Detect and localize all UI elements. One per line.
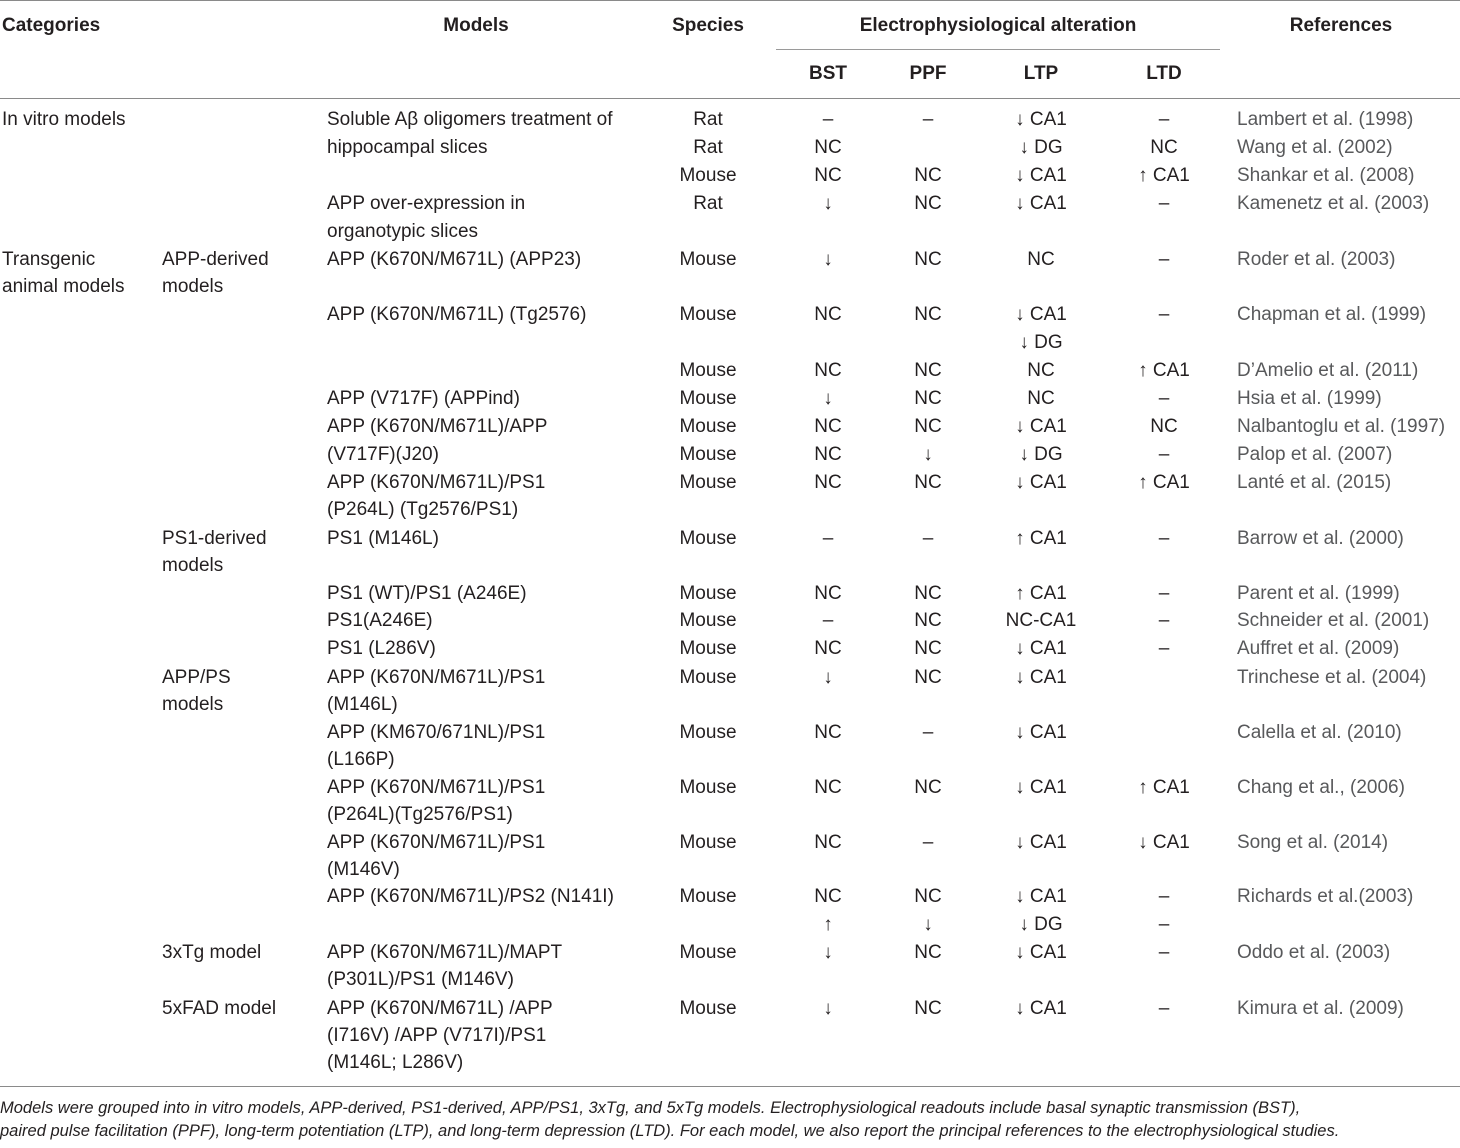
species-value: Rat xyxy=(693,193,723,214)
bst-value: NC xyxy=(814,777,842,798)
ppf-value: NC xyxy=(914,998,942,1019)
species-value: Mouse xyxy=(679,722,737,743)
footnote-line: Models were grouped into in vitro models, APP-derived, PS1-derived, APP/PS1, 3xTg, and 5xTg models. Electrophysiological readouts include basal synaptic transmission (BST), xyxy=(0,1099,1301,1117)
ltp-value: NC xyxy=(1027,388,1055,409)
ltd-value: – xyxy=(1158,583,1170,604)
reference: Parent et al. (1999) xyxy=(1237,583,1400,604)
ltp-value: ↓ CA1 xyxy=(1015,722,1067,743)
model-name: (P264L)(Tg2576/PS1) xyxy=(327,804,513,825)
ppf-value: NC xyxy=(914,304,942,325)
ltd-value: – xyxy=(1158,886,1170,907)
species-value: Mouse xyxy=(679,249,737,270)
ltp-value: ↓ CA1 xyxy=(1015,667,1067,688)
model-name: APP (K670N/M671L)/PS1 xyxy=(327,832,546,853)
reference: Auffret et al. (2009) xyxy=(1237,638,1400,659)
ppf-value: NC xyxy=(914,165,942,186)
ltd-value: NC xyxy=(1150,137,1178,158)
ltd-value: – xyxy=(1158,610,1170,631)
header-models: Models xyxy=(443,15,509,36)
ltd-value: ↓ CA1 xyxy=(1138,832,1190,853)
model-name: APP (K670N/M671L)/MAPT xyxy=(327,942,563,963)
reference: Barrow et al. (2000) xyxy=(1237,528,1404,549)
model-name: APP (K670N/M671L)/PS2 (N141I) xyxy=(327,886,614,907)
ltd-value: – xyxy=(1158,638,1170,659)
category-transgenic: Transgenic xyxy=(2,249,96,270)
ltd-value: – xyxy=(1158,942,1170,963)
ltp-value: ↓ CA1 xyxy=(1015,304,1067,325)
header-categories: Categories xyxy=(2,15,101,36)
header-ltp: LTP xyxy=(1023,63,1059,84)
species-value: Mouse xyxy=(679,528,737,549)
bst-value: ↑ xyxy=(823,914,833,935)
ppf-value: – xyxy=(922,722,934,743)
category-transgenic: animal models xyxy=(2,276,125,297)
bst-value: NC xyxy=(814,472,842,493)
ppf-value: – xyxy=(922,832,934,853)
subcategory-label: 3xTg model xyxy=(162,942,262,963)
bst-value: ↓ xyxy=(823,193,833,214)
species-value: Mouse xyxy=(679,638,737,659)
species-value: Mouse xyxy=(679,832,737,853)
model-name: APP (KM670/671NL)/PS1 xyxy=(327,722,546,743)
reference: D’Amelio et al. (2011) xyxy=(1237,360,1419,381)
subcategory-label: models xyxy=(162,694,224,715)
reference: Hsia et al. (1999) xyxy=(1237,388,1382,409)
species-value: Mouse xyxy=(679,388,737,409)
model-name: APP over-expression in xyxy=(327,193,526,214)
model-name: (L166P) xyxy=(327,749,395,770)
bst-value: NC xyxy=(814,722,842,743)
subcategory-label: models xyxy=(162,555,224,576)
bst-value: ↓ xyxy=(823,388,833,409)
species-value: Mouse xyxy=(679,777,737,798)
footnote-line: paired pulse facilitation (PPF), long-term potentiation (LTP), and long-term depression (LTD). For each model, we also report the principal references to the electrophysiological studies. xyxy=(0,1122,1340,1140)
model-name: (P264L) (Tg2576/PS1) xyxy=(327,499,519,520)
ltd-value: NC xyxy=(1150,416,1178,437)
bst-value: NC xyxy=(814,832,842,853)
species-value: Mouse xyxy=(679,416,737,437)
model-name: APP (K670N/M671L)/PS1 xyxy=(327,777,546,798)
ltd-value: ↑ CA1 xyxy=(1138,777,1190,798)
header-ppf: PPF xyxy=(909,63,947,84)
reference: Calella et al. (2010) xyxy=(1237,722,1402,743)
ltp-value: ↓ DG xyxy=(1019,444,1063,465)
ppf-value: NC xyxy=(914,360,942,381)
ltp-value: NC xyxy=(1027,249,1055,270)
ltp-value: ↓ CA1 xyxy=(1015,886,1067,907)
ltp-value: ↓ CA1 xyxy=(1015,942,1067,963)
ltp-value: ↑ CA1 xyxy=(1015,583,1067,604)
ltd-value: – xyxy=(1158,528,1170,549)
table-bottom-rule xyxy=(0,1086,1460,1087)
bst-value: – xyxy=(822,528,834,549)
species-value: Mouse xyxy=(679,304,737,325)
bst-value: ↓ xyxy=(823,942,833,963)
reference: Kamenetz et al. (2003) xyxy=(1237,193,1430,214)
model-name: APP (K670N/M671L) /APP xyxy=(327,998,553,1019)
bst-value: ↓ xyxy=(823,667,833,688)
reference: Roder et al. (2003) xyxy=(1237,249,1396,270)
bst-value: NC xyxy=(814,886,842,907)
reference: Song et al. (2014) xyxy=(1237,832,1389,853)
ltd-value: ↑ CA1 xyxy=(1138,472,1190,493)
species-value: Mouse xyxy=(679,360,737,381)
ppf-value: NC xyxy=(914,388,942,409)
model-name: PS1 (L286V) xyxy=(327,638,436,659)
model-name: APP (K670N/M671L) (Tg2576) xyxy=(327,304,587,325)
ppf-value: ↓ xyxy=(923,914,933,935)
ltp-value: ↓ CA1 xyxy=(1015,416,1067,437)
ltd-value: – xyxy=(1158,304,1170,325)
header-species: Species xyxy=(672,15,744,36)
ppf-value: NC xyxy=(914,667,942,688)
model-name: hippocampal slices xyxy=(327,137,488,158)
ltp-value: ↓ DG xyxy=(1019,914,1063,935)
reference: Richards et al.(2003) xyxy=(1237,886,1414,907)
species-value: Mouse xyxy=(679,942,737,963)
bst-value: – xyxy=(822,109,834,130)
model-name: (M146V) xyxy=(327,859,400,880)
ltd-value: ↑ CA1 xyxy=(1138,165,1190,186)
species-value: Mouse xyxy=(679,165,737,186)
reference: Wang et al. (2002) xyxy=(1237,137,1393,158)
model-name: APP (V717F) (APPind) xyxy=(327,388,520,409)
category-in-vitro: In vitro models xyxy=(2,109,126,130)
ltp-value: ↓ DG xyxy=(1019,137,1063,158)
subcategory-label: 5xFAD model xyxy=(162,998,277,1019)
bst-value: NC xyxy=(814,137,842,158)
bst-value: NC xyxy=(814,583,842,604)
model-name: APP (K670N/M671L) (APP23) xyxy=(327,249,582,270)
ppf-value: NC xyxy=(914,638,942,659)
bst-value: ↓ xyxy=(823,249,833,270)
ppf-value: NC xyxy=(914,942,942,963)
bst-value: NC xyxy=(814,638,842,659)
ltp-value: ↓ DG xyxy=(1019,332,1063,353)
ppf-value: – xyxy=(922,528,934,549)
ppf-value: NC xyxy=(914,610,942,631)
header-ltd: LTD xyxy=(1146,63,1182,84)
ltp-value: NC xyxy=(1027,360,1055,381)
bst-value: NC xyxy=(814,416,842,437)
header-electro: Electrophysiological alteration xyxy=(859,15,1137,36)
ltp-value: ↓ CA1 xyxy=(1015,472,1067,493)
ppf-value: NC xyxy=(914,886,942,907)
species-value: Mouse xyxy=(679,472,737,493)
species-value: Mouse xyxy=(679,667,737,688)
ltp-value: ↑ CA1 xyxy=(1015,528,1067,549)
reference: Lanté et al. (2015) xyxy=(1237,472,1392,493)
model-name: PS1 (WT)/PS1 (A246E) xyxy=(327,583,527,604)
ltp-value: ↓ CA1 xyxy=(1015,165,1067,186)
ltd-value: – xyxy=(1158,388,1170,409)
bst-value: NC xyxy=(814,165,842,186)
species-value: Mouse xyxy=(679,444,737,465)
species-value: Mouse xyxy=(679,583,737,604)
ppf-value: NC xyxy=(914,583,942,604)
species-value: Rat xyxy=(693,109,723,130)
reference: Lambert et al. (1998) xyxy=(1237,109,1414,130)
bst-value: NC xyxy=(814,360,842,381)
table-footnote xyxy=(0,1097,1460,1143)
ltd-value: – xyxy=(1158,998,1170,1019)
model-name: (I716V) /APP (V717I)/PS1 xyxy=(327,1025,547,1046)
model-name: (V717F)(J20) xyxy=(327,444,439,465)
model-name: PS1 (M146L) xyxy=(327,528,439,549)
ltp-value: ↓ CA1 xyxy=(1015,998,1067,1019)
reference: Palop et al. (2007) xyxy=(1237,444,1393,465)
ltp-value: ↓ CA1 xyxy=(1015,777,1067,798)
species-value: Mouse xyxy=(679,886,737,907)
subcategory-label: APP/PS xyxy=(162,667,231,688)
model-name: Soluble Aβ oligomers treatment of xyxy=(327,109,613,130)
ltp-value: ↓ CA1 xyxy=(1015,832,1067,853)
model-name: PS1(A246E) xyxy=(327,610,433,631)
ppf-value: NC xyxy=(914,416,942,437)
bst-value: – xyxy=(822,610,834,631)
ppf-value: ↓ xyxy=(923,444,933,465)
ltd-value: – xyxy=(1158,109,1170,130)
ltd-value: ↑ CA1 xyxy=(1138,360,1190,381)
ltd-value: – xyxy=(1158,249,1170,270)
ltd-value: – xyxy=(1158,193,1170,214)
subcategory-label: PS1-derived xyxy=(162,528,267,549)
reference: Kimura et al. (2009) xyxy=(1237,998,1404,1019)
subcategory-label: APP-derived xyxy=(162,249,269,270)
model-name: organotypic slices xyxy=(327,221,479,242)
reference: Trinchese et al. (2004) xyxy=(1237,667,1427,688)
bst-value: NC xyxy=(814,444,842,465)
model-name: (M146L) xyxy=(327,694,398,715)
header-bottom-rule xyxy=(0,98,1460,99)
bst-value: NC xyxy=(814,304,842,325)
reference: Chang et al., (2006) xyxy=(1237,777,1405,798)
electro-header-rule xyxy=(776,49,1220,50)
ltd-value: – xyxy=(1158,914,1170,935)
ppf-value: NC xyxy=(914,472,942,493)
top-rule xyxy=(0,0,1460,1)
header-bst: BST xyxy=(809,63,847,84)
header-references: References xyxy=(1289,15,1393,36)
ltd-value: – xyxy=(1158,444,1170,465)
reference: Oddo et al. (2003) xyxy=(1237,942,1391,963)
ltp-value: ↓ CA1 xyxy=(1015,109,1067,130)
reference: Nalbantoglu et al. (1997) xyxy=(1237,416,1446,437)
reference: Shankar et al. (2008) xyxy=(1237,165,1415,186)
reference: Schneider et al. (2001) xyxy=(1237,610,1430,631)
species-value: Mouse xyxy=(679,998,737,1019)
ppf-value: NC xyxy=(914,193,942,214)
ltp-value: ↓ CA1 xyxy=(1015,638,1067,659)
bst-value: ↓ xyxy=(823,998,833,1019)
model-name: APP (K670N/M671L)/PS1 xyxy=(327,472,546,493)
model-name: APP (K670N/M671L)/PS1 xyxy=(327,667,546,688)
model-name: (P301L)/PS1 (M146V) xyxy=(327,969,514,990)
ppf-value: – xyxy=(922,109,934,130)
reference: Chapman et al. (1999) xyxy=(1237,304,1427,325)
species-value: Rat xyxy=(693,137,723,158)
ltp-value: NC-CA1 xyxy=(1005,610,1077,631)
ppf-value: NC xyxy=(914,249,942,270)
model-name: APP (K670N/M671L)/APP xyxy=(327,416,548,437)
species-value: Mouse xyxy=(679,610,737,631)
ppf-value: NC xyxy=(914,777,942,798)
model-name: (M146L; L286V) xyxy=(327,1052,464,1073)
ltp-value: ↓ CA1 xyxy=(1015,193,1067,214)
subcategory-label: models xyxy=(162,276,224,297)
